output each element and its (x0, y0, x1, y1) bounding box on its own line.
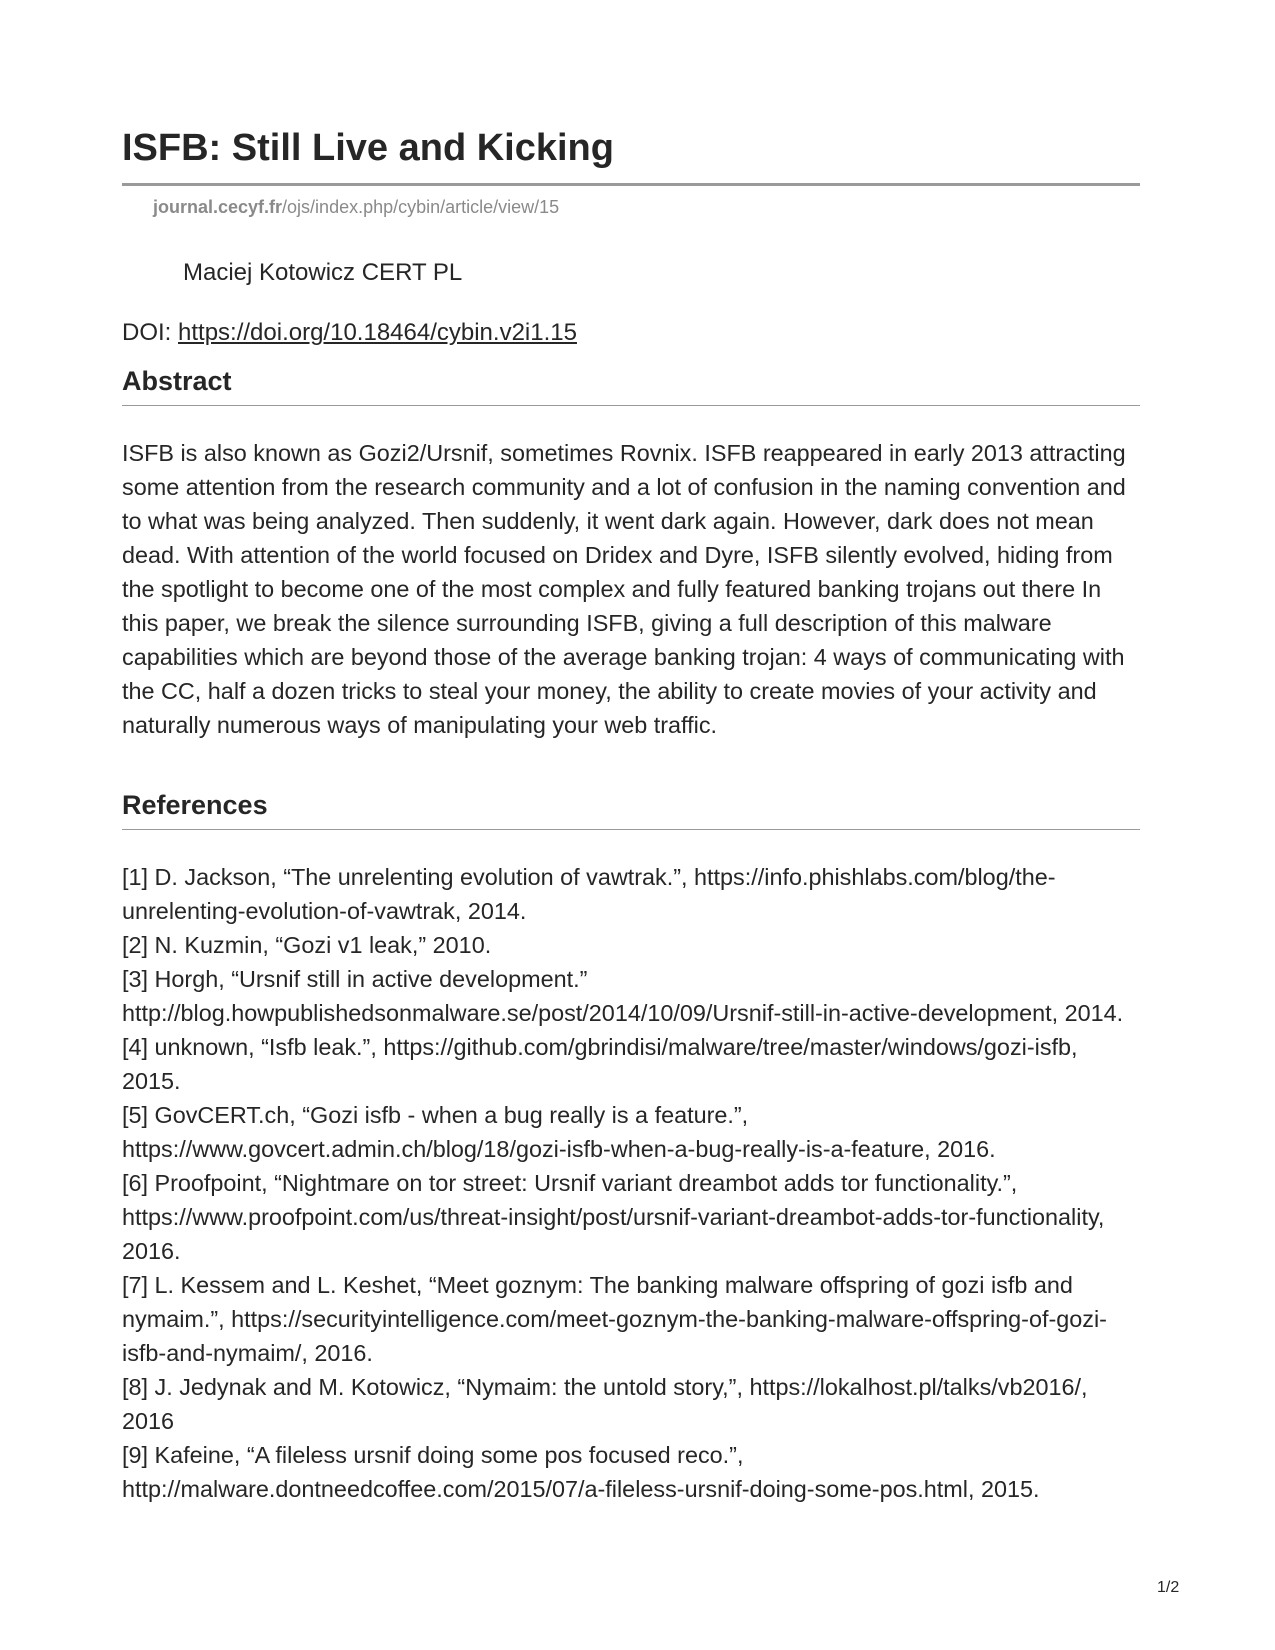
reference-item-8: [8] J. Jedynak and M. Kotowicz, “Nymaim: the untold story,”, https://lokalhost.pl/talks/vb2016/, 2016 (122, 1374, 1088, 1434)
source-url (153, 195, 559, 219)
reference-item-3: [3] Horgh, “Ursnif still in active development.” http://blog.howpublishedsonmalware.se/post/2014/10/09/Ursnif-still-in-active-development, 2014. (122, 966, 1124, 1026)
reference-item-2: [2] N. Kuzmin, “Gozi v1 leak,” 2010. (122, 932, 492, 958)
references-divider (122, 829, 1140, 830)
doi-label: DOI: (122, 319, 179, 346)
reference-item-1: [1] D. Jackson, “The unrelenting evolution of vawtrak.”, https://info.phishlabs.com/blog/the-unrelenting-evolution-of-vawtrak, 2014. (122, 864, 1056, 924)
reference-item-5: [5] GovCERT.ch, “Gozi isfb - when a bug really is a feature.”, https://www.govcert.admin.ch/blog/18/gozi-isfb-when-a-bug-really-is-a-feature, 2016. (122, 1102, 996, 1162)
abstract-text: ISFB is also known as Gozi2/Ursnif, sometimes Rovnix. ISFB reappeared in early 2013 attracting some attention from the research community and a lot of confusion in the naming convention and to what was being analyzed. Then suddenly, it went dark again. However, dark does not mean dead. With attention of the world focused on Dridex and Dyre, ISFB silently evolved, hiding from the spotlight to become one of the most complex and fully featured banking trojans out there In this paper, we break the silence surrounding ISFB, giving a full description of this malware capabilities which are beyond those of the average banking trojan: 4 ways of communicating with the CC, half a dozen tricks to steal your money, the ability to create movies of your activity and naturally numerous ways of manipulating your web traffic. (122, 440, 1126, 738)
reference-item-4: [4] unknown, “Isfb leak.”, https://github.com/gbrindisi/malware/tree/master/windows/gozi-isfb, 2015. (122, 1034, 1078, 1094)
article-title: ISFB: Still Live and Kicking (122, 127, 614, 169)
page-number: 1/2 (1157, 1579, 1180, 1596)
author-line: Maciej Kotowicz CERT PL (183, 259, 463, 286)
references-heading: References (122, 790, 268, 820)
doi-line (122, 318, 577, 348)
doi-link[interactable]: https://doi.org/10.18464/cybin.v2i1.15 (178, 319, 577, 346)
abstract-heading: Abstract (122, 366, 232, 396)
source-url-domain: journal.cecyf.fr (153, 197, 283, 217)
title-divider (122, 183, 1140, 186)
reference-list (122, 860, 1140, 1506)
reference-item-9: [9] Kafeine, “A fileless ursnif doing some pos focused reco.”, http://malware.dontneedcoffee.com/2015/07/a-fileless-ursnif-doing-some-pos.html, 2015. (122, 1442, 1040, 1502)
reference-item-7: [7] L. Kessem and L. Keshet, “Meet goznym: The banking malware offspring of gozi isfb and nymaim.”, https://securityintelligence.com/meet-goznym-the-banking-malware-offspring-of-gozi-isfb-and-nymaim/, 2016. (122, 1272, 1107, 1366)
source-url-path: /ojs/index.php/cybin/article/view/15 (282, 197, 560, 217)
abstract-divider (122, 405, 1140, 406)
reference-item-6: [6] Proofpoint, “Nightmare on tor street: Ursnif variant dreambot adds tor functionality.”, https://www.proofpoint.com/us/threat-insight/post/ursnif-variant-dreambot-adds-tor-functionality, 2016. (122, 1170, 1105, 1264)
